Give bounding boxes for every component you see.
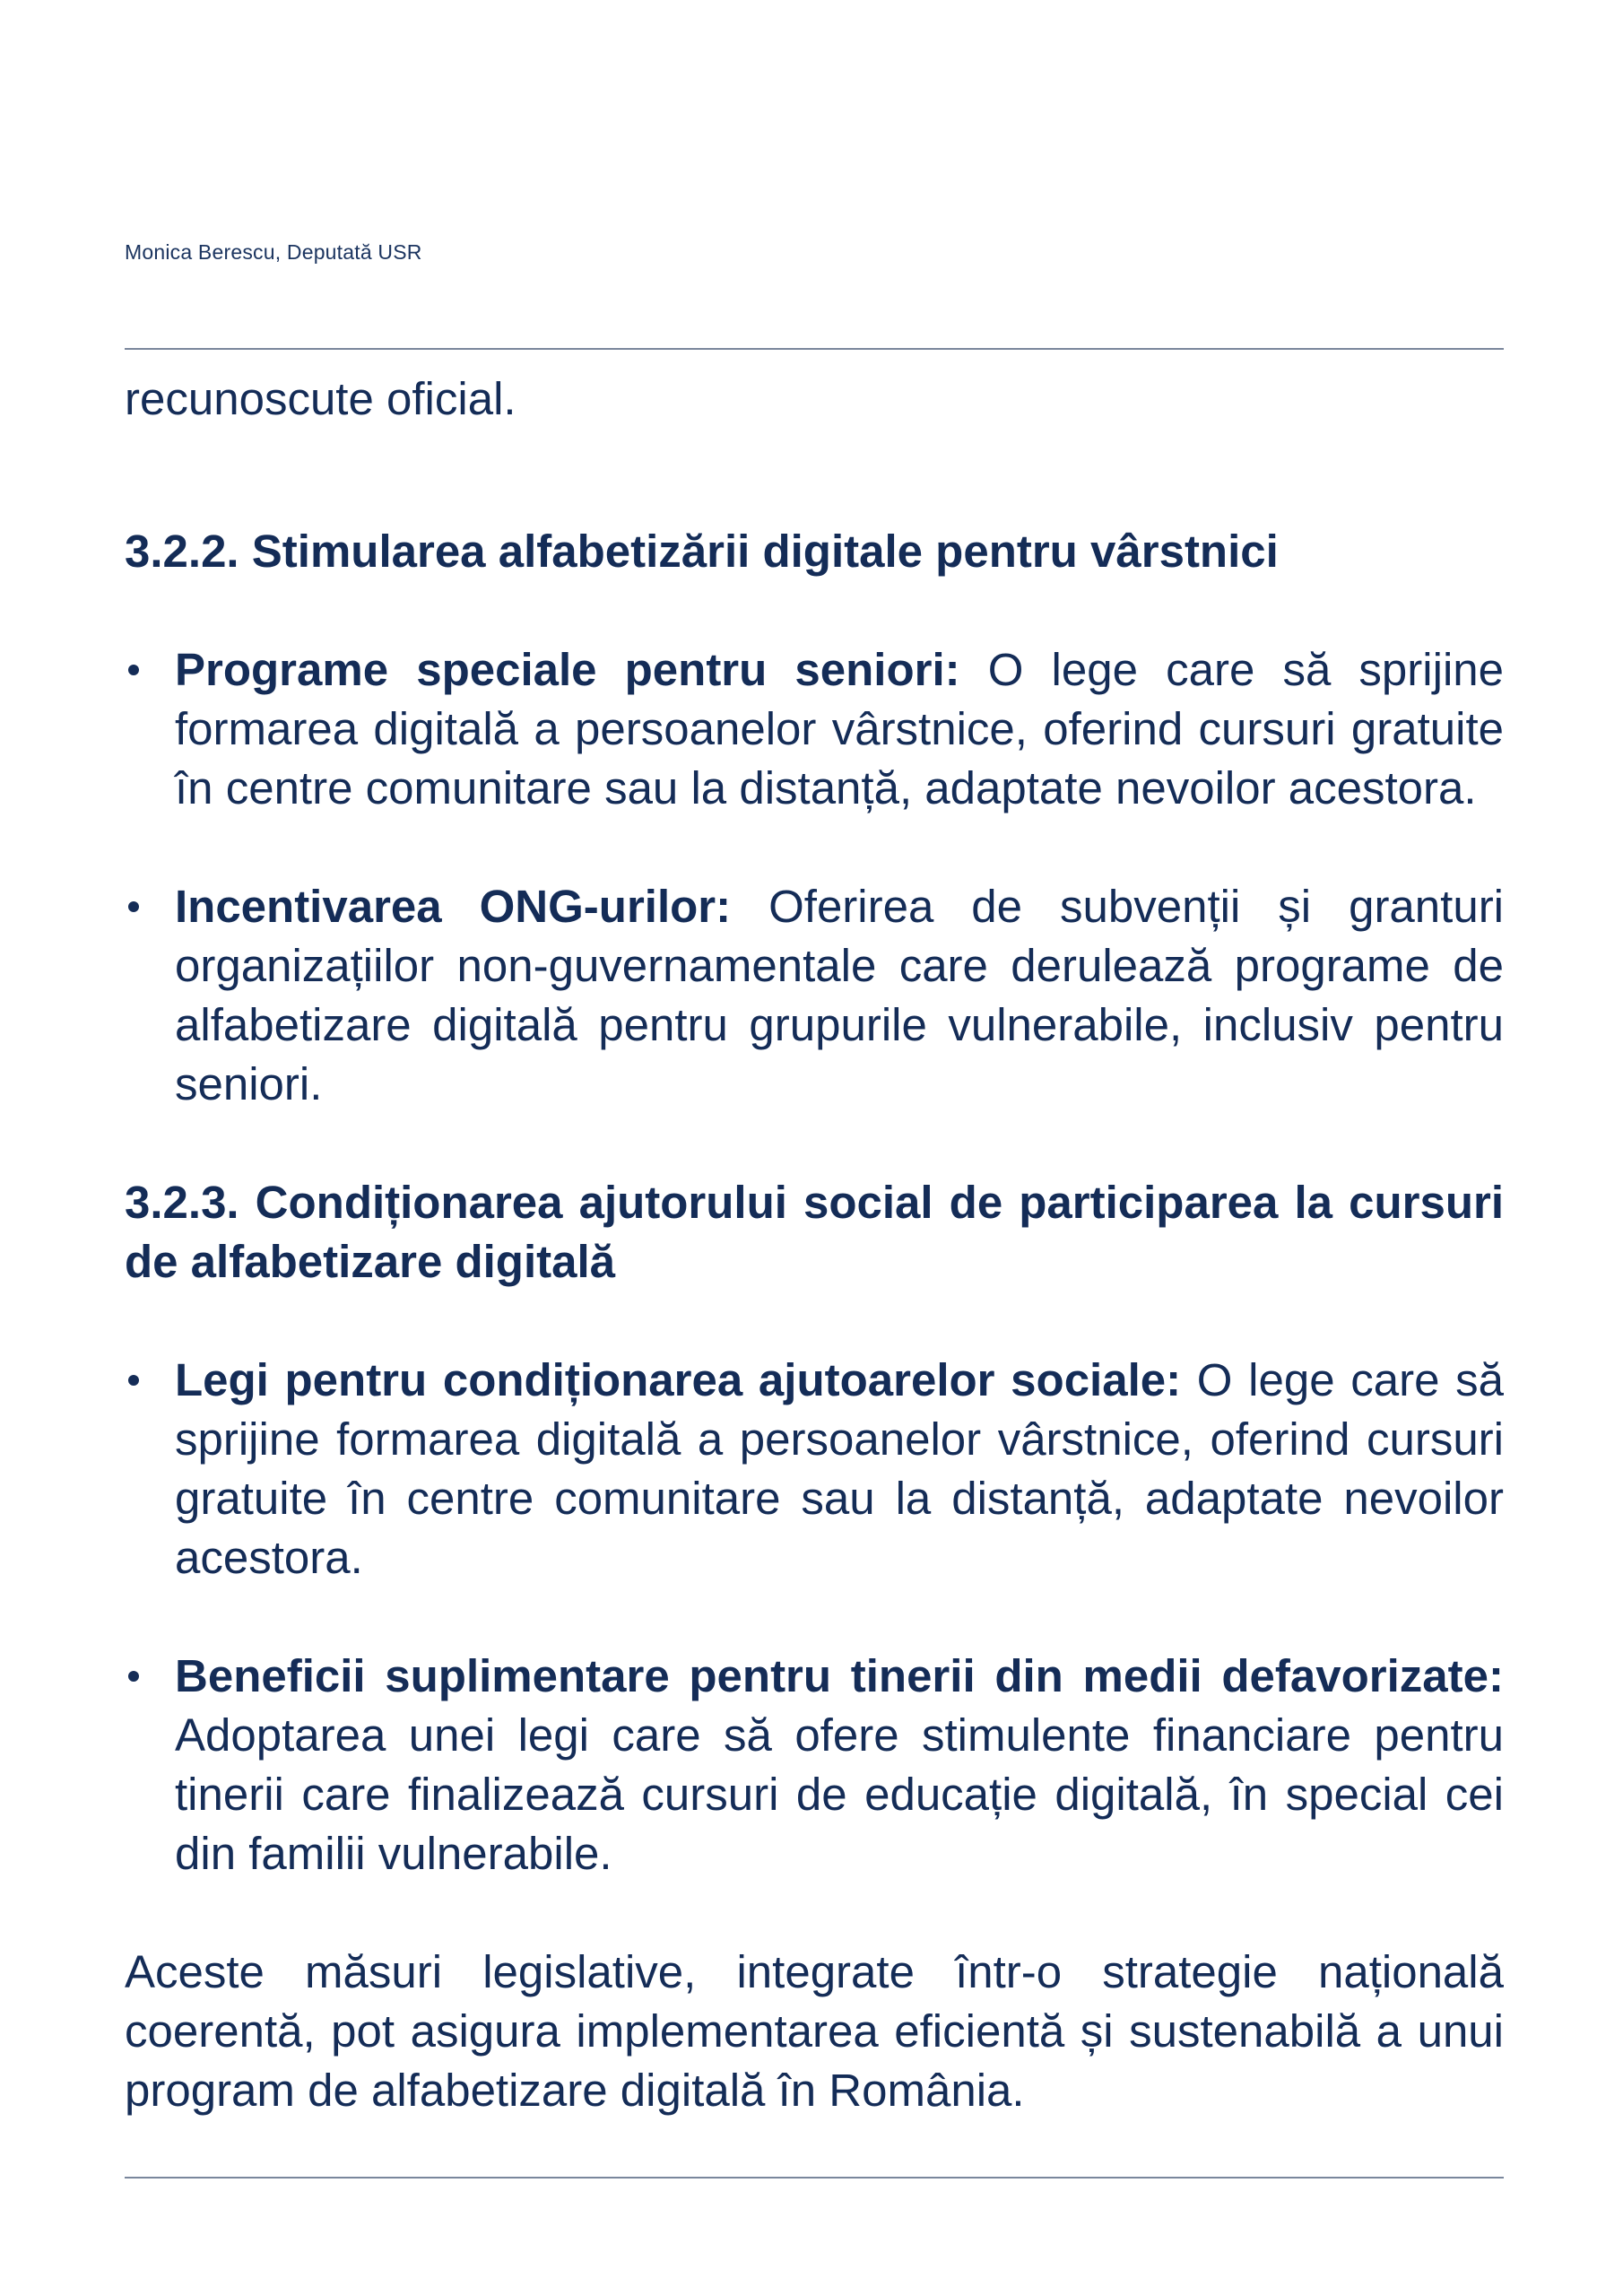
list-item — [125, 877, 1504, 1114]
list-item-text: Adoptarea unei legi care să ofere stimulente financiare pentru tinerii care finalizează cursuri de educație digitală, în special cei din familii vulnerabile. — [175, 1709, 1504, 1879]
document-page — [125, 0, 1504, 2296]
closing-paragraph: Aceste măsuri legislative, integrate într-o strategie națională coerentă, pot asigura implementarea eficientă și sustenabilă a unui program de alfabetizare digitală în România. — [125, 1946, 1504, 2116]
bullet-icon — [128, 1671, 139, 1682]
list-item-text: O lege care să sprijine formarea digitală a persoanelor vârstnice, oferind cursuri gratuite în centre comunitare sau la distanță, adaptate nevoilor acestora. — [175, 644, 1504, 813]
page-content — [125, 370, 1504, 2120]
bullet-icon — [128, 1375, 139, 1386]
header-author: Monica Berescu, Deputată USR — [125, 240, 422, 264]
header-divider — [125, 348, 1504, 350]
section-3-2-2-list — [125, 640, 1504, 1114]
list-item-text: Oferirea de subvenții și granturi organizațiilor non-guvernamentale care derulează programe de alfabetizare digitală pentru grupurile vulnerabile, inclusiv pentru seniori. — [175, 881, 1505, 1109]
list-item — [125, 1647, 1504, 1883]
list-item-term: Incentivarea ONG-urilor: — [175, 881, 732, 932]
list-item-term: Legi pentru condiționarea ajutoarelor sociale: — [175, 1354, 1182, 1405]
list-item-term: Programe speciale pentru seniori: — [175, 644, 960, 695]
lead-paragraph: recunoscute oficial. — [125, 373, 516, 424]
section-heading-3-2-2: 3.2.2. Stimularea alfabetizării digitale pentru vârstnici — [125, 526, 1279, 577]
list-item-text: O lege care să sprijine formarea digitală a persoanelor vârstnice, oferind cursuri gratuite în centre comunitare sau la distanță, adaptate nevoilor acestora. — [175, 1354, 1504, 1583]
list-item — [125, 1351, 1504, 1587]
section-heading-3-2-3: 3.2.3. Condiționarea ajutorului social de participarea la cursuri de alfabetizare digitală — [125, 1177, 1504, 1287]
list-item-term: Beneficii suplimentare pentru tinerii din medii defavorizate: — [175, 1650, 1504, 1701]
footer-divider — [125, 2177, 1504, 2179]
bullet-icon — [128, 665, 139, 675]
list-item — [125, 640, 1504, 818]
bullet-icon — [128, 901, 139, 912]
section-3-2-3-list — [125, 1351, 1504, 1883]
